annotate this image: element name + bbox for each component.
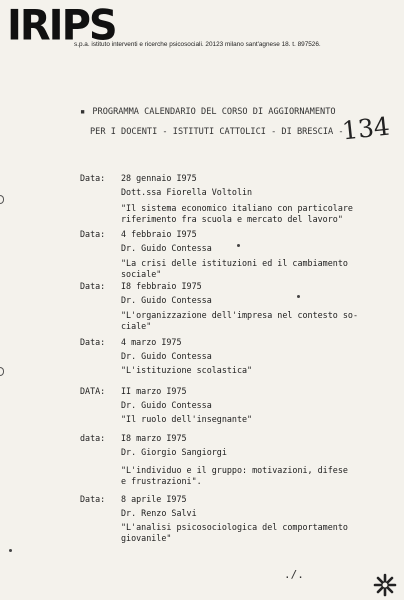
asterisk-stamp-icon	[373, 573, 397, 597]
entry-topic: "L'analisi psicosociologica del comportamento giovanile"	[121, 522, 348, 543]
entry-topic: "L'individuo e il gruppo: motivazioni, difese e frustrazioni".	[121, 465, 348, 486]
entry-date: 8 aprile I975	[121, 494, 187, 504]
entry-speaker: Dott.ssa Fiorella Voltolin	[121, 187, 253, 197]
handwritten-number: 134	[340, 111, 392, 146]
entry-speaker: Dr. Guido Contessa	[121, 243, 212, 253]
irips-logo: IRIPS	[7, 1, 116, 51]
entry-date: II marzo I975	[121, 386, 187, 396]
entry-speaker: Dr. Giorgio Sangiorgi	[121, 447, 227, 457]
program-heading	[80, 107, 336, 117]
entry-speaker: Dr. Guido Contessa	[121, 295, 212, 305]
entry-label: Data:	[80, 281, 106, 291]
scan-speck	[237, 244, 240, 247]
heading-line-2: PER I DOCENTI - ISTITUTI CATTOLICI - DI BRESCIA -	[90, 127, 344, 137]
entry-label: Data:	[80, 494, 106, 504]
continuation-mark: ./.	[284, 568, 304, 581]
heading-bullet: ▪	[80, 107, 86, 117]
entry-label: Data:	[80, 229, 106, 239]
entry-speaker: Dr. Renzo Salvi	[121, 508, 197, 518]
entry-date: 4 febbraio I975	[121, 229, 197, 239]
entry-topic: "Il ruolo dell'insegnante"	[121, 414, 253, 424]
entry-topic: "L'istituzione scolastica"	[121, 365, 253, 375]
entry-label: DATA:	[80, 386, 106, 396]
scan-speck	[297, 295, 300, 298]
entry-label: data:	[80, 433, 106, 443]
heading-line-1: PROGRAMMA CALENDARIO DEL CORSO DI AGGIORNAMENTO	[92, 107, 336, 117]
entry-date: I8 febbraio I975	[121, 281, 202, 291]
entry-label: Data:	[80, 173, 106, 183]
entry-date: I8 marzo I975	[121, 433, 187, 443]
punch-hole-mark	[0, 367, 4, 376]
entry-speaker: Dr. Guido Contessa	[121, 400, 212, 410]
letterhead-address: s.p.a. istituto interventi e ricerche psicosociali. 20123 milano sant'agnese 18. t. 897526.	[74, 41, 321, 48]
entry-speaker: Dr. Guido Contessa	[121, 351, 212, 361]
entry-date: 4 marzo I975	[121, 337, 182, 347]
scan-speck	[9, 549, 12, 552]
entry-topic: "Il sistema economico italiano con particolare riferimento fra scuola e mercato del lavoro"	[121, 203, 353, 224]
entry-topic: "La crisi delle istituzioni ed il cambiamento sociale"	[121, 258, 348, 279]
punch-hole-mark	[0, 195, 4, 204]
entry-topic: "L'organizzazione dell'impresa nel contesto so- ciale"	[121, 310, 358, 331]
entry-label: Data:	[80, 337, 106, 347]
entry-date: 28 gennaio I975	[121, 173, 197, 183]
